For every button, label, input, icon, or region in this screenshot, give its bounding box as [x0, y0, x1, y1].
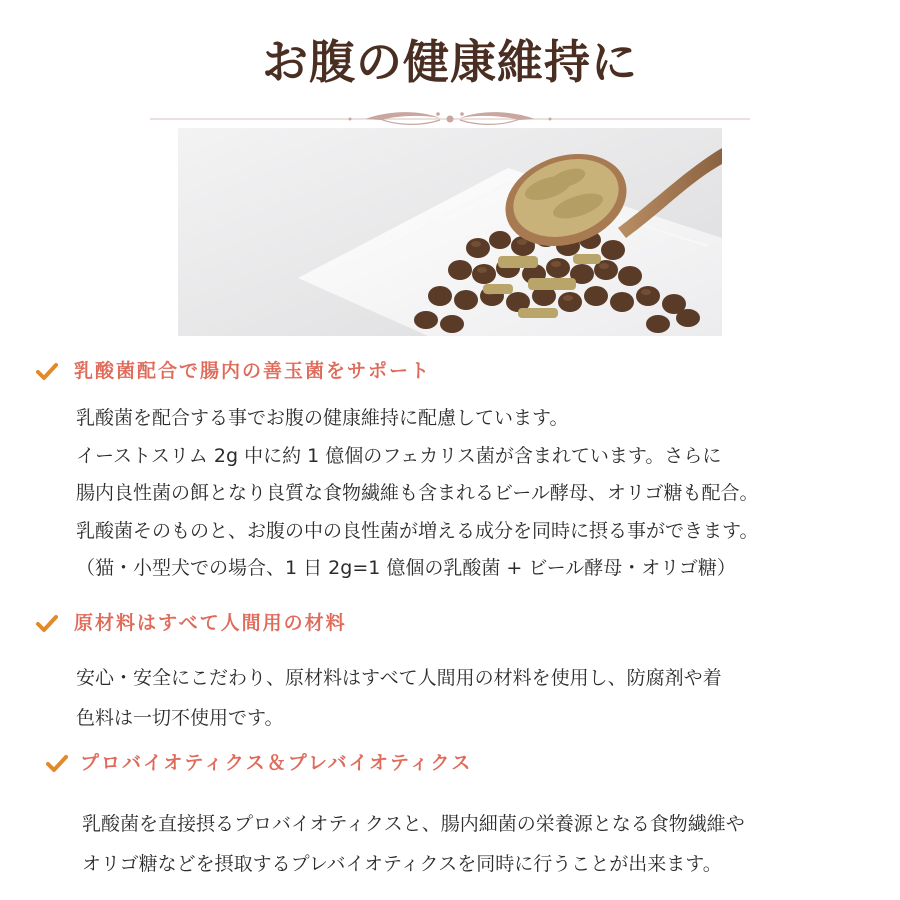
feature-section-probiotics [36, 748, 866, 884]
body-line: 乳酸菌を配合する事でお腹の健康維持に配慮しています。 [76, 407, 569, 429]
food-bowl-spoon-image [178, 128, 722, 336]
section-heading: 乳酸菌配合で腸内の善玉菌をサポート [74, 360, 432, 382]
ornament-divider [150, 108, 750, 128]
section-heading-row [36, 608, 866, 640]
check-icon [46, 754, 68, 774]
body-line: 色料は一切不使用です。 [76, 707, 284, 729]
body-line: 乳酸菌そのものと、お腹の中の良性菌が増える成分を同時に摂る事ができます。 [76, 519, 759, 542]
body-line: 安心・安全にこだわり、原材料はすべて人間用の材料を使用し、防腐剤や着 [76, 667, 722, 689]
product-photo [178, 128, 722, 336]
body-line: （猫・小型犬での場合、1 日 2g=1 億個の乳酸菌 + ビール酵母・オリゴ糖） [76, 557, 736, 579]
page-title: お腹の健康維持に [262, 35, 638, 89]
section-heading-row [36, 356, 866, 388]
check-icon [36, 362, 58, 382]
body-line: 乳酸菌を直接摂るプロバイオティクスと、腸内細菌の栄養源となる食物繊維や [82, 813, 745, 835]
feature-section-ingredients [36, 608, 866, 738]
section-body [36, 804, 866, 884]
body-line: イーストスリム 2g 中に約 1 億個のフェカリス菌が含まれています。さらに [76, 444, 722, 467]
body-line: オリゴ糖などを摂取するプレバイオティクスを同時に行うことが出来ます。 [82, 853, 722, 875]
check-icon [36, 614, 58, 634]
section-heading: 原材料はすべて人間用の材料 [74, 612, 347, 634]
body-line: 腸内良性菌の餌となり良質な食物繊維も含まれるビール酵母、オリゴ糖も配合。 [76, 482, 759, 504]
section-body [36, 400, 866, 588]
section-heading-row [36, 748, 866, 780]
feature-section-lactic-acid [36, 356, 866, 588]
section-body [36, 658, 866, 738]
section-heading: プロバイオティクス＆プレバイオティクス [80, 752, 473, 774]
